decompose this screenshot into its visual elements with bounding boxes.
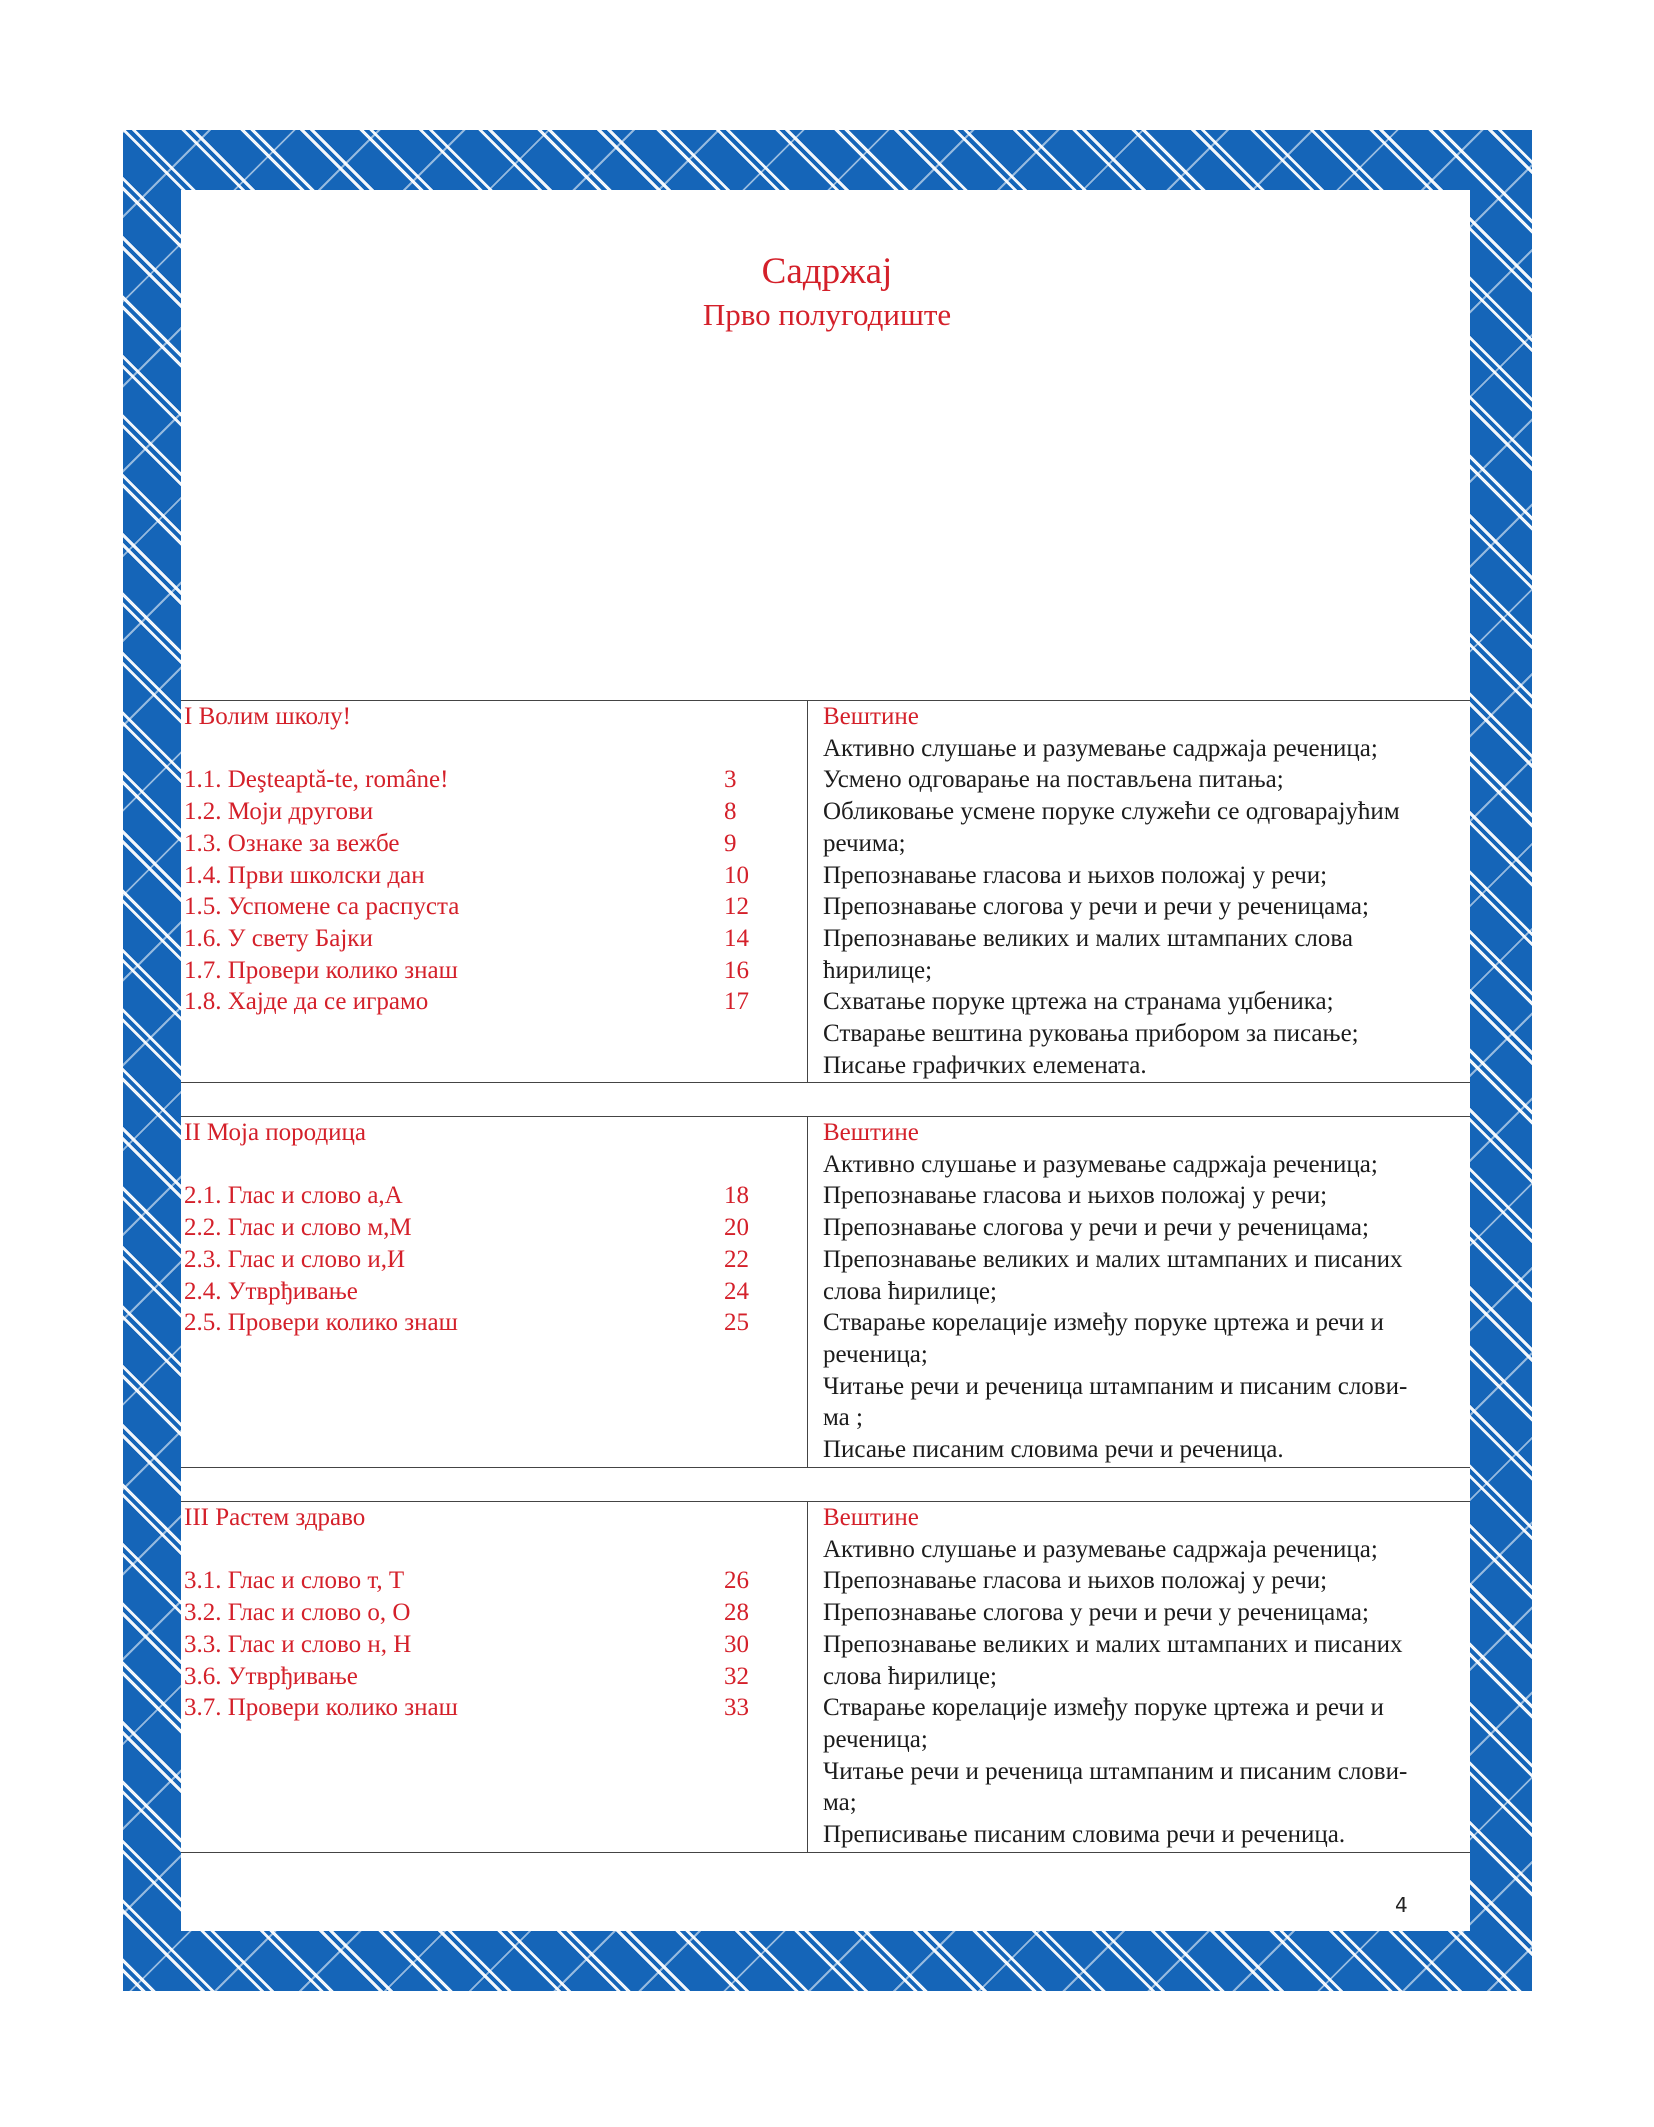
skill-line: ма ; bbox=[823, 1404, 863, 1432]
skill-line: Препознавање слогова у речи и речи у реченицама; bbox=[823, 1214, 1369, 1242]
skill-line: Активно слушање и разумевање садржаја реченица; bbox=[823, 1150, 1378, 1178]
skill-line: Схватање поруке цртежа на странама уџбеника; bbox=[823, 988, 1334, 1016]
skill-line: реченица; bbox=[823, 1725, 928, 1753]
toc-entry-page: 32 bbox=[724, 1662, 749, 1690]
lessons-column bbox=[184, 1117, 804, 1339]
skills-column bbox=[823, 1502, 1468, 1851]
toc-entry-page: 3 bbox=[724, 766, 737, 794]
toc-entry-label: 3.2. Глас и слово о, О bbox=[184, 1599, 411, 1627]
toc-entry-label: 1.7. Провери колико знаш bbox=[184, 956, 458, 984]
skill-line: реченица; bbox=[823, 1340, 928, 1368]
toc-entry-page: 8 bbox=[724, 798, 737, 826]
toc-entry-label: 3.6. Утврђивање bbox=[184, 1662, 358, 1690]
toc-entry[interactable] bbox=[184, 764, 804, 796]
skill-line: Препознавање гласова и њихов положај у речи; bbox=[823, 861, 1328, 889]
toc-entry-label: 3.7. Провери колико знаш bbox=[184, 1694, 458, 1722]
toc-entry-page: 24 bbox=[724, 1277, 749, 1305]
toc-entry-label: 3.3. Глас и слово н, Н bbox=[184, 1630, 412, 1658]
toc-entry[interactable] bbox=[184, 1180, 804, 1212]
section-2 bbox=[181, 1116, 1470, 1468]
toc-entry-label: 1.6. У свету Бајки bbox=[184, 924, 373, 952]
toc-entry-label: 3.1. Глас и слово т, Т bbox=[184, 1567, 405, 1595]
spacer bbox=[184, 1149, 804, 1181]
section-heading: II Моја породица bbox=[184, 1119, 367, 1146]
toc-entry-label: 1.4. Први школски дан bbox=[184, 861, 425, 889]
skill-line: Препознавање великих и малих штампаних и писаних bbox=[823, 1245, 1403, 1273]
toc-entry-page: 17 bbox=[724, 988, 749, 1016]
section-heading: I Волим школу! bbox=[184, 703, 351, 730]
skill-line: Стварање корелације између поруке цртежа и речи и bbox=[823, 1694, 1384, 1722]
column-divider bbox=[807, 701, 808, 1082]
skill-line: Препознавање слогова у речи и речи у реченицама; bbox=[823, 893, 1369, 921]
skill-line: Препознавање гласова и њихов положај у речи; bbox=[823, 1567, 1328, 1595]
spacer bbox=[184, 1534, 804, 1566]
toc-entry-page: 33 bbox=[724, 1694, 749, 1722]
toc-entry[interactable] bbox=[184, 986, 804, 1018]
lessons-column bbox=[184, 701, 804, 1018]
toc-entry-page: 16 bbox=[724, 956, 749, 984]
skill-line: Писање писаним словима речи и реченица. bbox=[823, 1436, 1284, 1464]
skill-line: Читање речи и реченица штампаним и писаним слови- bbox=[823, 1372, 1408, 1400]
lessons-column bbox=[184, 1502, 804, 1724]
toc-entry-page: 9 bbox=[724, 829, 737, 857]
toc-entry[interactable] bbox=[184, 1212, 804, 1244]
skills-column bbox=[823, 701, 1468, 1081]
toc-entry-page: 28 bbox=[724, 1599, 749, 1627]
skill-line: Активно слушање и разумевање садржаја реченица; bbox=[823, 1535, 1378, 1563]
skill-line: Стварање вештина руковања прибором за писање; bbox=[823, 1020, 1359, 1048]
skill-line: Обликовање усмене поруке служећи се одговарајућим bbox=[823, 798, 1400, 826]
toc-entry-page: 18 bbox=[724, 1182, 749, 1210]
toc-entry-label: 1.3. Ознаке за вежбе bbox=[184, 829, 400, 857]
skill-line: речима; bbox=[823, 829, 906, 857]
toc-entry[interactable] bbox=[184, 1244, 804, 1276]
section-3 bbox=[181, 1501, 1470, 1853]
skill-line: ма; bbox=[823, 1789, 857, 1817]
toc-entry-label: 1.8. Хајде да се играмо bbox=[184, 988, 429, 1016]
spacer bbox=[184, 733, 804, 765]
toc-entry-page: 20 bbox=[724, 1214, 749, 1242]
skill-line: Преписивање писаним словима речи и реченица. bbox=[823, 1821, 1346, 1849]
toc-entry[interactable] bbox=[184, 796, 804, 828]
skill-line: Препознавање слогова у речи и речи у реченицама; bbox=[823, 1599, 1369, 1627]
toc-entry-page: 30 bbox=[724, 1630, 749, 1658]
toc-entry-page: 22 bbox=[724, 1245, 749, 1273]
toc-entry-label: 1.1. Deşteaptă-te, române! bbox=[184, 766, 449, 794]
toc-entry[interactable] bbox=[184, 955, 804, 987]
toc-entry-label: 2.5. Провери колико знаш bbox=[184, 1309, 458, 1337]
skill-line: Препознавање великих и малих штампаних и писаних bbox=[823, 1630, 1403, 1658]
toc-entry-label: 2.3. Глас и слово и,И bbox=[184, 1245, 406, 1273]
skills-heading: Вештине bbox=[823, 1119, 919, 1146]
toc-entry-label: 1.2. Моји другови bbox=[184, 798, 374, 826]
page-number: 4 bbox=[1395, 1893, 1408, 1917]
skills-heading: Вештине bbox=[823, 1504, 919, 1531]
skill-line: слова ћирилице; bbox=[823, 1662, 997, 1690]
skill-line: Усмено одговарање на постављена питања; bbox=[823, 766, 1284, 794]
toc-entry[interactable] bbox=[184, 1661, 804, 1693]
toc-entry-label: 1.5. Успомене са распуста bbox=[184, 893, 460, 921]
toc-entry-label: 2.1. Глас и слово а,А bbox=[184, 1182, 403, 1210]
skill-line: Активно слушање и разумевање садржаја реченица; bbox=[823, 734, 1378, 762]
toc-entry-page: 14 bbox=[724, 924, 749, 952]
toc-entry[interactable] bbox=[184, 1565, 804, 1597]
skill-line: Читање речи и реченица штампаним и писаним слови- bbox=[823, 1757, 1408, 1785]
toc-entry[interactable] bbox=[184, 1597, 804, 1629]
toc-entry[interactable] bbox=[184, 891, 804, 923]
section-heading: III Растем здраво bbox=[184, 1504, 366, 1531]
skills-column bbox=[823, 1117, 1468, 1466]
toc-entry[interactable] bbox=[184, 828, 804, 860]
skill-line: Стварање корелације између поруке цртежа и речи и bbox=[823, 1309, 1384, 1337]
toc-entry-page: 25 bbox=[724, 1309, 749, 1337]
toc-entry[interactable] bbox=[184, 1629, 804, 1661]
toc-entry-label: 2.4. Утврђивање bbox=[184, 1277, 358, 1305]
page-subtitle: Прво полугодиште bbox=[702, 297, 952, 332]
page-title: Садржај bbox=[761, 251, 893, 292]
column-divider bbox=[807, 1502, 808, 1852]
column-divider bbox=[807, 1117, 808, 1467]
skill-line: Препознавање гласова и њихов положај у речи; bbox=[823, 1182, 1328, 1210]
skill-line: Писање графичких елемената. bbox=[823, 1051, 1147, 1079]
skill-line: Препознавање великих и малих штампаних слова bbox=[823, 924, 1353, 952]
toc-entry[interactable] bbox=[184, 1276, 804, 1308]
toc-entry-label: 2.2. Глас и слово м,М bbox=[184, 1214, 412, 1242]
section-1 bbox=[181, 700, 1470, 1083]
toc-entry-page: 26 bbox=[724, 1567, 749, 1595]
toc-entry-page: 10 bbox=[724, 861, 749, 889]
toc-entry[interactable] bbox=[184, 1692, 804, 1724]
toc-entry[interactable] bbox=[184, 860, 804, 892]
skills-heading: Вештине bbox=[823, 703, 919, 730]
toc-entry[interactable] bbox=[184, 923, 804, 955]
skill-line: ћирилице; bbox=[823, 956, 933, 984]
toc-entry-page: 12 bbox=[724, 893, 749, 921]
toc-entry[interactable] bbox=[184, 1307, 804, 1339]
skill-line: слова ћирилице; bbox=[823, 1277, 997, 1305]
